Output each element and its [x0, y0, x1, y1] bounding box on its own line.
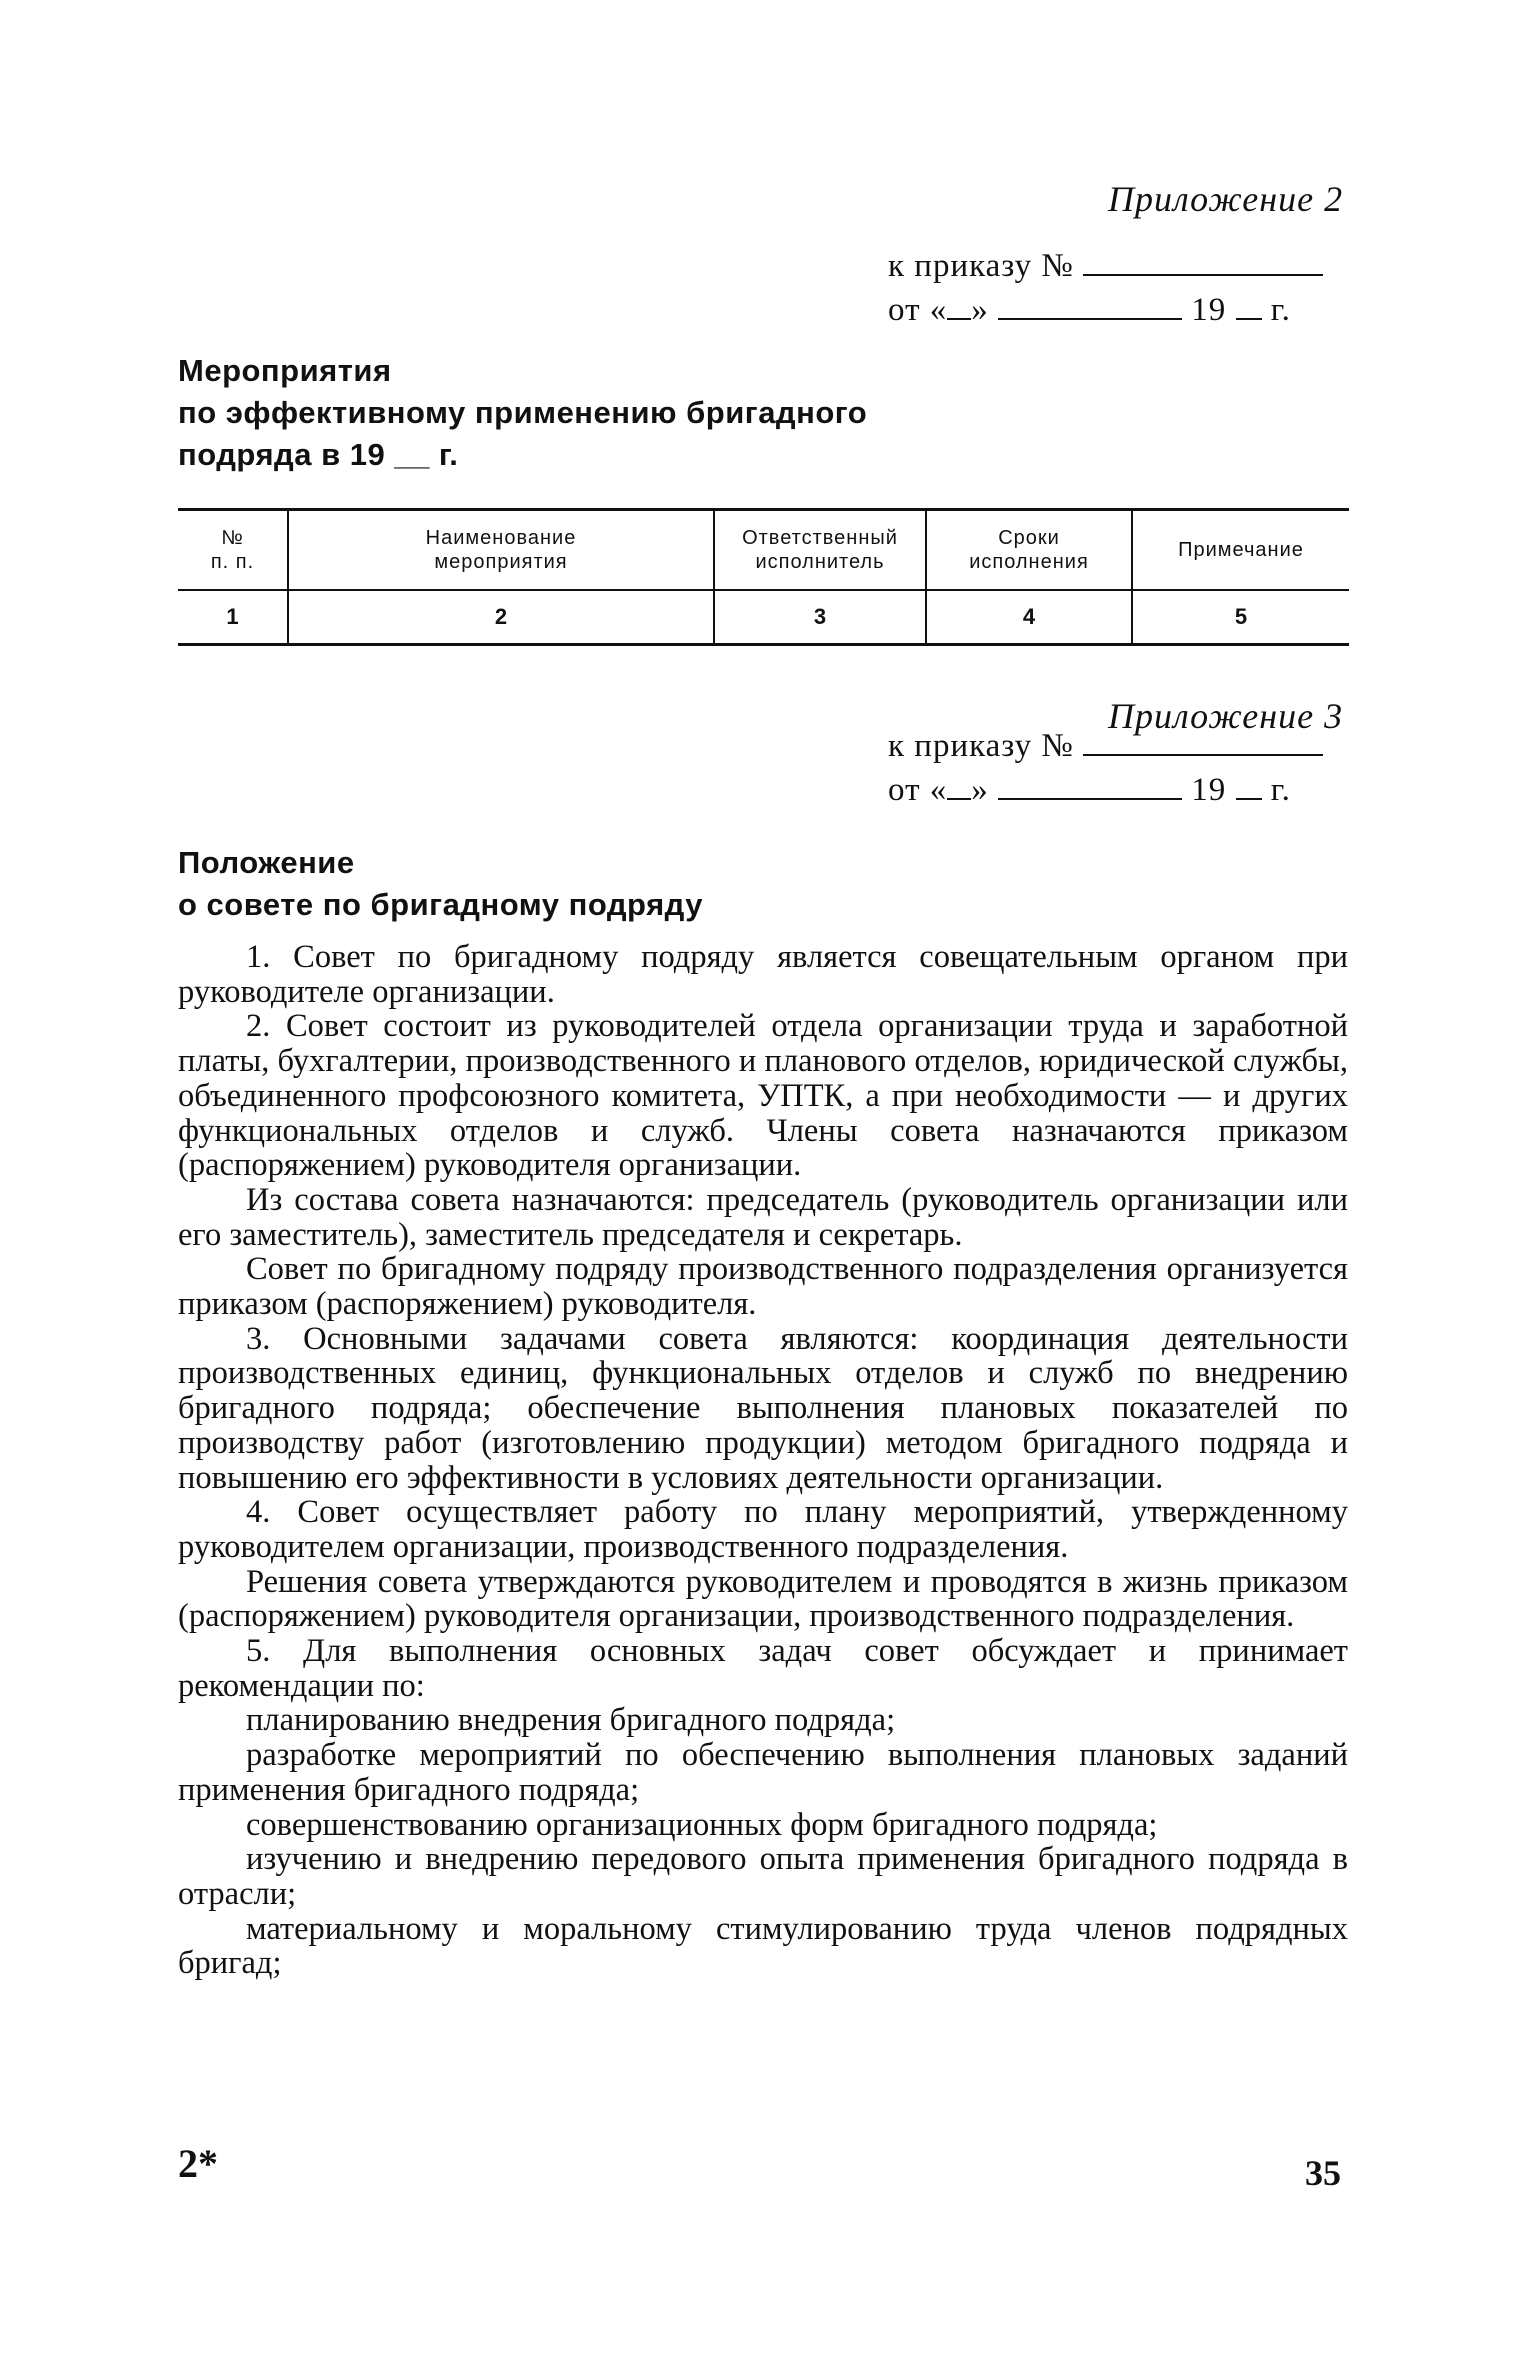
header-line: Наименование — [425, 527, 577, 549]
signature-mark: 2* — [178, 2141, 218, 2186]
month-blank — [998, 772, 1182, 800]
year-blank — [1236, 772, 1262, 800]
appendix-2-order-line — [888, 248, 1323, 285]
day-blank — [947, 292, 971, 320]
header-line: исполнитель — [755, 551, 885, 573]
order-number-label: к приказу № — [888, 728, 1074, 764]
page-number: 35 — [1305, 2153, 1341, 2193]
date-quote: » — [971, 772, 989, 808]
column-number-cell: 5 — [1132, 590, 1349, 645]
column-number-cell: 4 — [926, 590, 1132, 645]
header-line: № — [221, 527, 244, 549]
date-quote: » — [971, 292, 989, 328]
events-plan-table — [178, 508, 1349, 646]
paragraph: 3. Основными задачами совета являются: координация деятельности производственных единиц, функциональных отделов и служб по внедрению бригадного подряда; обеспечение выполнения плановых показателей по производству работ (изготовлению продукции) методом бригадного подряда и повышению его эффективности в условиях деятельности организации. — [178, 1320, 1348, 1496]
appendix-2-title: Приложение 2 — [1108, 179, 1344, 219]
header-line: Сроки — [998, 527, 1060, 549]
column-number-cell: 1 — [226, 604, 239, 629]
paragraph: Совет по бригадному подряду производственного подразделения организуется приказом (распоряжением) руководителя. — [178, 1251, 1348, 1323]
paragraph: 4. Совет осуществляет работу по плану мероприятий, утвержденному руководителем организации, производственного подразделения. — [178, 1494, 1348, 1565]
year-prefix: 19 — [1191, 772, 1227, 808]
table-row — [178, 590, 1349, 645]
column-header-deadline — [926, 510, 1132, 591]
year-suffix: г. — [1270, 772, 1291, 808]
appendix-3-title: Приложение 3 — [1108, 696, 1344, 736]
header-line: мероприятия — [434, 551, 568, 573]
appendix-2-date-line — [888, 292, 1291, 329]
paragraph: разработке мероприятий по обеспечению выполнения плановых заданий применения бригадного подряда; — [178, 1737, 1348, 1808]
column-number-cell: 2 — [288, 590, 714, 645]
month-blank — [998, 292, 1182, 320]
paragraph: Из состава совета назначаются: председатель (руководитель организации или его заместитель), заместитель председателя и секретарь. — [178, 1181, 1348, 1253]
events-heading-line: Мероприятия — [178, 353, 392, 388]
events-heading-line: по эффективному применению бригадного — [178, 395, 868, 430]
column-header-number — [178, 510, 288, 591]
events-heading — [178, 350, 867, 476]
column-header-note — [1132, 510, 1349, 591]
paragraph: материальному и моральному стимулированию труда членов подрядных бригад; — [178, 1910, 1348, 1982]
appendix-3-date-line — [888, 772, 1291, 809]
paragraph: планированию внедрения бригадного подряда; — [246, 1702, 896, 1739]
column-number-cell: 3 — [714, 590, 926, 645]
regulation-heading-line: Положение — [178, 845, 355, 880]
paragraph: 2. Совет состоит из руководителей отдела организации труда и заработной платы, бухгалтерии, производственного и планового отделов, юридической службы, объединенного профсоюзного комитета, УПТК, а при необходимости — и других функциональных отделов и служб. Члены совета назначаются приказом (распоряжением) руководителя организации. — [178, 1008, 1348, 1184]
column-header-name — [288, 510, 714, 591]
date-label: от « — [888, 292, 948, 328]
year-blank — [1236, 292, 1262, 320]
paragraph: изучению и внедрению передового опыта применения бригадного подряда в отрасли; — [178, 1841, 1348, 1912]
regulation-heading-line: о совете по бригадному подряду — [178, 887, 703, 922]
appendix-3-order-line — [888, 728, 1323, 765]
events-heading-line: подряда в 19 __ г. — [178, 437, 459, 472]
table-header-row — [178, 510, 1349, 591]
date-label: от « — [888, 772, 948, 808]
header-line: Примечание — [1178, 539, 1304, 561]
header-line: п. п. — [210, 551, 255, 573]
column-header-responsible — [714, 510, 926, 591]
order-number-blank — [1083, 728, 1323, 756]
paragraph: 5. Для выполнения основных задач совет обсуждает и принимает рекомендации по: — [178, 1633, 1348, 1704]
header-line: исполнения — [969, 551, 1089, 573]
regulation-heading — [178, 842, 703, 926]
day-blank — [947, 772, 971, 800]
regulation-body — [178, 940, 1348, 1981]
year-suffix: г. — [1270, 292, 1291, 328]
header-line: Ответственный — [742, 527, 898, 549]
year-prefix: 19 — [1191, 292, 1227, 328]
order-number-blank — [1083, 248, 1323, 276]
paragraph: Решения совета утверждаются руководителем и проводятся в жизнь приказом (распоряжением) руководителя организации, производственного подразделения. — [178, 1563, 1348, 1635]
paragraph: совершенствованию организационных форм бригадного подряда; — [246, 1806, 1158, 1843]
paragraph: 1. Совет по бригадному подряду является совещательным органом при руководителе организации. — [178, 939, 1348, 1010]
order-number-label: к приказу № — [888, 248, 1074, 284]
